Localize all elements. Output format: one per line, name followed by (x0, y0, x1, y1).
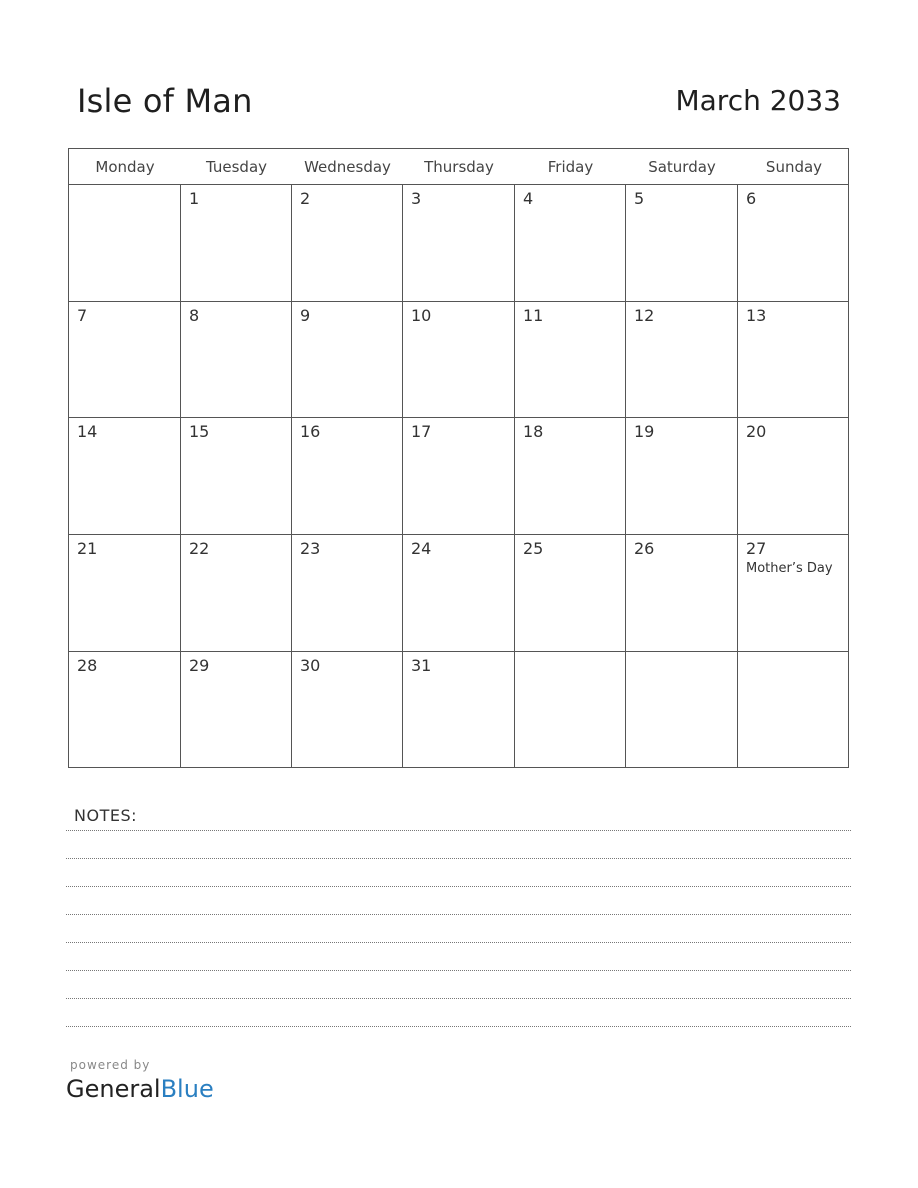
day-number: 10 (411, 306, 432, 325)
day-number: 2 (300, 189, 311, 208)
day-number: 23 (300, 539, 321, 558)
week-row (69, 185, 848, 302)
day-cell (69, 535, 181, 651)
calendar-grid (68, 148, 849, 768)
weekday-monday: Monday (95, 158, 155, 176)
day-cell (515, 185, 626, 301)
day-number: 12 (634, 306, 655, 325)
day-cell (69, 418, 181, 534)
weekday-header-row (69, 149, 848, 185)
country-title: Isle of Man (77, 82, 253, 120)
day-cell (515, 535, 626, 651)
day-cell (626, 418, 738, 534)
day-number: 24 (411, 539, 432, 558)
day-cell (738, 418, 850, 534)
powered-by-text: powered by (70, 1058, 151, 1072)
weekday-saturday: Saturday (648, 158, 716, 176)
day-cell (403, 535, 515, 651)
weekday-thursday: Thursday (424, 158, 494, 176)
day-number: 8 (189, 306, 200, 325)
day-number: 14 (77, 422, 98, 441)
day-cell (292, 185, 403, 301)
notes-label: NOTES: (74, 806, 137, 825)
day-cell (515, 652, 626, 768)
note-line (66, 830, 851, 831)
month-year-title: March 2033 (675, 84, 841, 117)
day-number: 30 (300, 656, 321, 675)
day-cell (69, 302, 181, 417)
week-row (69, 652, 848, 768)
note-line (66, 886, 851, 887)
day-cell (403, 185, 515, 301)
day-cell (738, 185, 850, 301)
day-number: 26 (634, 539, 655, 558)
note-line (66, 1026, 851, 1027)
day-number: 28 (77, 656, 98, 675)
day-number: 6 (746, 189, 757, 208)
weekday-friday: Friday (547, 158, 594, 176)
day-number: 19 (634, 422, 655, 441)
weekday-tuesday: Tuesday (205, 158, 268, 176)
note-line (66, 914, 851, 915)
brand-blue: Blue (160, 1075, 214, 1103)
day-cell (403, 652, 515, 768)
day-number: 7 (77, 306, 88, 325)
day-number: 18 (523, 422, 544, 441)
day-number: 9 (300, 306, 311, 325)
day-cell (626, 652, 738, 768)
day-number: 31 (411, 656, 432, 675)
note-line (66, 998, 851, 999)
day-number: 13 (746, 306, 767, 325)
day-number: 27 (746, 539, 767, 558)
day-number: 5 (634, 189, 645, 208)
day-cell (181, 418, 292, 534)
day-cell (738, 535, 850, 651)
day-number: 22 (189, 539, 210, 558)
day-cell (292, 652, 403, 768)
brand-general: General (66, 1075, 161, 1103)
week-row (69, 535, 848, 652)
day-cell (181, 302, 292, 417)
day-number: 25 (523, 539, 544, 558)
note-line (66, 858, 851, 859)
day-cell (292, 535, 403, 651)
day-cell (403, 418, 515, 534)
day-cell (515, 302, 626, 417)
day-cell (181, 652, 292, 768)
note-line (66, 942, 851, 943)
day-cell (626, 302, 738, 417)
day-number: 16 (300, 422, 321, 441)
weekday-sunday: Sunday (765, 158, 823, 176)
day-number: 4 (523, 189, 534, 208)
day-cell (292, 418, 403, 534)
note-line (66, 970, 851, 971)
day-number: 3 (411, 189, 422, 208)
day-number: 20 (746, 422, 767, 441)
day-cell (738, 302, 850, 417)
day-number: 11 (523, 306, 544, 325)
day-cell (292, 302, 403, 417)
week-row (69, 302, 848, 418)
week-row (69, 418, 848, 535)
weekday-wednesday: Wednesday (304, 158, 391, 176)
day-number: 17 (411, 422, 432, 441)
day-cell (626, 535, 738, 651)
day-cell (181, 185, 292, 301)
day-cell (69, 185, 181, 301)
generalblue-logo (66, 1075, 214, 1103)
day-number: 29 (189, 656, 210, 675)
day-number: 15 (189, 422, 210, 441)
day-cell (515, 418, 626, 534)
day-cell (738, 652, 850, 768)
day-cell (626, 185, 738, 301)
holiday-label: Mother’s Day (746, 561, 833, 576)
day-number: 1 (189, 189, 200, 208)
day-cell (181, 535, 292, 651)
day-cell (69, 652, 181, 768)
day-cell (403, 302, 515, 417)
day-number: 21 (77, 539, 98, 558)
